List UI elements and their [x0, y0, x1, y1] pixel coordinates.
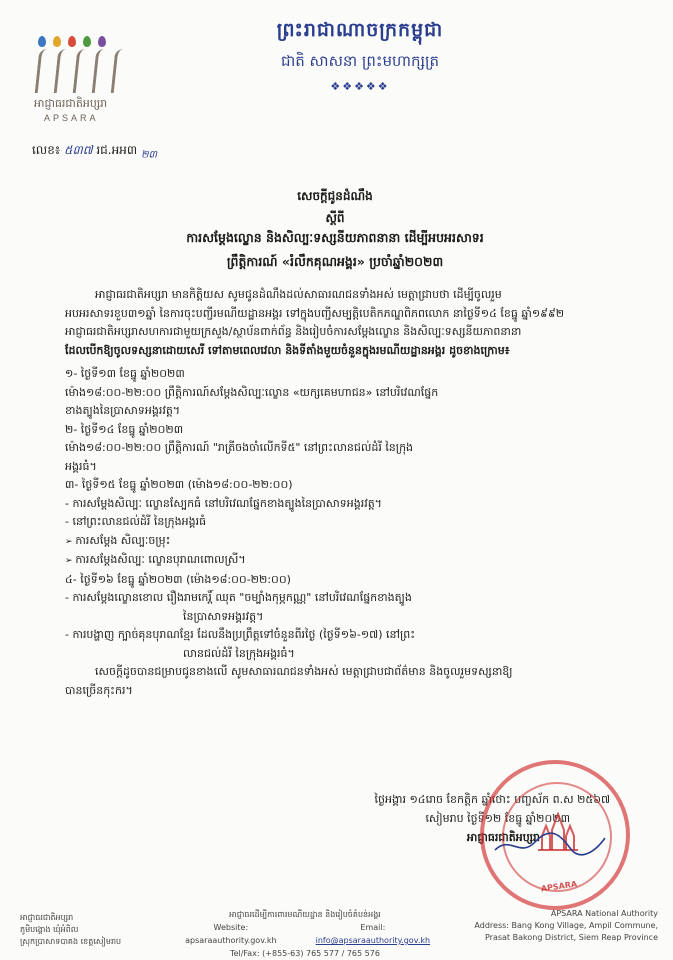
- footer-org-en: APSARA National Authority: [550, 909, 658, 918]
- footer-address-kh: ភូមិបង្គោង ឃុំអំពិល: [20, 925, 79, 934]
- footer-center: [170, 908, 440, 960]
- website-label: Website:: [213, 923, 249, 932]
- schedule-item-head: ៤- ថ្ងៃទី១៦ ខែធ្នូ ឆ្នាំ២០២៣ (ម៉ោង១៨:០០-២២:០០): [65, 572, 291, 586]
- handwritten-signature-icon: [490, 830, 610, 860]
- website-link[interactable]: apsaraauthority.gov.kh: [185, 936, 277, 945]
- flame-icon: [83, 36, 91, 47]
- solar-date: សៀមរាប ថ្ងៃទី១២ ខែធ្នូ ឆ្នាំ២០២៣: [425, 812, 570, 825]
- schedule-bullet: - ការបង្ហាញ ក្បាច់គុនបុរាណខ្មែរ ដែលនឹងប្រព្រឹត្តទៅចំនួនពីរថ្ងៃ (ថ្ងៃទី១៦-១៧) នៅព្រះ: [65, 628, 416, 641]
- kingdom-header: [190, 18, 530, 93]
- footer-address-en: Address: Bang Kong Village, Ampil Commune,: [474, 921, 658, 930]
- schedule-subbullet: ➢ ការសម្តែង សិល្បៈចម្រុះ: [65, 532, 625, 552]
- schedule-item-head: ៣- ថ្ងៃទី១៥ ខែធ្នូ ឆ្នាំ២០២៣ (ម៉ោង១៨:០០-២២:០០): [65, 478, 293, 491]
- intro-line: អាជ្ញាធរជាតិអប្សរា មានកិត្តិយស សូមជូនដំណឹងដល់សាធារណជនទាំងអស់ មេត្តាជ្រាបថា ដើម្បីចូលរួម: [95, 288, 502, 301]
- notice-title: សេចក្តីជូនដំណឹង: [297, 189, 373, 203]
- logo-latin-name: APSARA: [44, 113, 99, 123]
- footer-org-long-kh: អាជ្ញាធរដើម្បីការពារមណីយដ្ឋាន និងរៀបចំតំបន់អង្គរ: [229, 910, 381, 919]
- seal-label: APSARA: [540, 879, 578, 894]
- notice-subject-label: ស្តីពី: [325, 211, 345, 225]
- schedule-item-line: អង្គរធំ។: [65, 459, 97, 473]
- notice-body: [65, 286, 625, 700]
- notice-subject: ការសម្តែងល្ខោន និងសិល្បៈទស្សនីយភាពនានា ដើម្បីអបអរសាទរ: [186, 230, 484, 245]
- candle-pillars-icon: [37, 49, 140, 93]
- intro-line: អាជ្ញាធរជាតិអប្សរាសហការជាមួយក្រសួង/ស្ថាប័នពាក់ព័ន្ធ និងរៀបចំការសម្តែងល្ខោន និងសិល្បៈទស្សនីយភាពនានា: [65, 325, 522, 338]
- ref-suffix: រជ.អអ៣: [96, 143, 138, 157]
- footer-address-en: Prasat Bakong District, Siem Reap Province: [484, 933, 658, 942]
- email-label: Email:: [360, 923, 386, 932]
- signing-org: អាជ្ញាធរជាតិអប្សរា: [466, 831, 540, 844]
- footer-org-kh: អាជ្ញាធរជាតិអប្សរា: [20, 913, 74, 922]
- letter-footer: [0, 900, 673, 960]
- intro-line: ដែលបើកឱ្យចូលទស្សនាដោយសេរី ទៅតាមពេលវេលា និងទីតាំងមួយចំនួនក្នុងរមណីយដ្ឋានអង្គរ ដូចខាងក្រោម៖: [65, 343, 510, 357]
- intro-line: អបអរសាទរខួប៣១ឆ្នាំ នៃការចុះបញ្ជីរមណីយដ្ឋានអង្គរ ទៅក្នុងបញ្ជីសម្បត្តិបេតិកភណ្ឌពិភពលោក នាថ្ងៃទី១៤ ខែធ្នូ ឆ្នាំ១៩៩២: [65, 306, 565, 320]
- footer-right: [468, 908, 658, 944]
- closing-line: សេចក្តីដូចបានជម្រាបជូនខាងលើ សូមសាធារណជនទាំងអស់ មេត្តាជ្រាបជាព័ត៌មាន និងចូលរួមទស្សនាឱ្យ: [95, 665, 513, 678]
- schedule-subbullet: ➢ ការសម្តែងសិល្បៈ ល្ខោនបុរាណពោលស្រី។: [65, 551, 625, 571]
- ornament-divider: ❖❖❖❖❖: [330, 80, 390, 93]
- ref-prefix: លេខ៖: [32, 143, 61, 157]
- flame-icon: [68, 36, 76, 47]
- flame-icon: [38, 36, 46, 47]
- flame-icons: [38, 36, 140, 47]
- schedule-item-line: ខាងត្បូងនៃប្រាសាទអង្គរវត្ត។: [65, 404, 181, 417]
- apsara-logo: [30, 36, 140, 123]
- flame-icon: [98, 36, 106, 47]
- schedule-item-line: ម៉ោង១៨:០០-២២:០០ ព្រឹត្តិការណ៍សម្តែងសិល្បៈល្ខោន «យក្សគេមហាជន» នៅបរិវេណផ្នែក: [65, 385, 439, 399]
- closing-line: បានច្រើនកុះករ។: [65, 683, 133, 697]
- schedule-bullet-cont: លានជល់ដំរី នៃក្រុងអង្គរធំ។: [183, 646, 295, 660]
- email-link[interactable]: info@apsaraauthority.gov.kh: [315, 936, 431, 945]
- schedule-item-head: ២- ថ្ងៃទី១៤ ខែធ្នូ ឆ្នាំ២០២៣: [65, 422, 184, 436]
- lunar-date: ថ្ងៃអង្គារ ១៤រោច ខែកត្តិក ឆ្នាំថោះ បញ្ចស័ក ព.ស ២៥៦៧: [374, 793, 610, 806]
- schedule-bullet: - ការសម្តែងល្ខោនខោល រឿងរាមកេរ្តិ៍ ឈុត "ចម្បាំងកុម្ភកណ្ណ" នៅបរិវេណផ្នែកខាងត្បូង: [65, 591, 412, 604]
- footer-contacts: [170, 921, 440, 947]
- schedule-list: [65, 365, 625, 663]
- ref-number: ៥៣៧: [63, 143, 93, 157]
- schedule-bullet: - ការសម្តែងសិល្បៈ ល្ខោនស្បែកធំ នៅបរិវេណផ្នែកខាងត្បូងនៃប្រាសាទអង្គរវត្ត។: [65, 496, 382, 510]
- motto-line: ជាតិ សាសនា ព្រះមហាក្សត្រ: [280, 52, 440, 70]
- footer-address-kh: ស្រុកប្រាសាទបាគង ខេត្តសៀមរាប: [20, 937, 122, 946]
- schedule-bullet-cont: នៃប្រាសាទអង្គរវត្ត។: [183, 609, 264, 623]
- flame-icon: [53, 36, 61, 47]
- footer-left: [20, 912, 160, 948]
- kingdom-line: ព្រះរាជាណាចក្រកម្ពុជា: [276, 19, 444, 41]
- schedule-item-line: ម៉ោង១៨:០០-២២:០០ ព្រឹត្តិការណ៍ "រាត្រីចងចាំលើកទី៥" នៅព្រះលានជល់ដំរី នៃក្រុង: [65, 441, 414, 454]
- reference-number: [32, 142, 157, 162]
- ref-year: ២៣: [140, 149, 158, 161]
- footer-tel: Tel/Fax: (+855-63) 765 577 / 765 576: [230, 949, 380, 958]
- schedule-item-head: ១- ថ្ងៃទី១៣ ខែធ្នូ ឆ្នាំ២០២៣: [65, 367, 185, 380]
- schedule-bullet: - នៅព្រះលានជល់ដំរី នៃក្រុងអង្គរធំ: [65, 515, 207, 528]
- logo-khmer-name: អាជ្ញាធរជាតិអប្សរា: [34, 97, 108, 110]
- notice-subject-event: ព្រឹត្តិការណ៍ «រំលឹកគុណអង្គរ» ប្រចាំឆ្នាំ២០២៣: [226, 254, 444, 269]
